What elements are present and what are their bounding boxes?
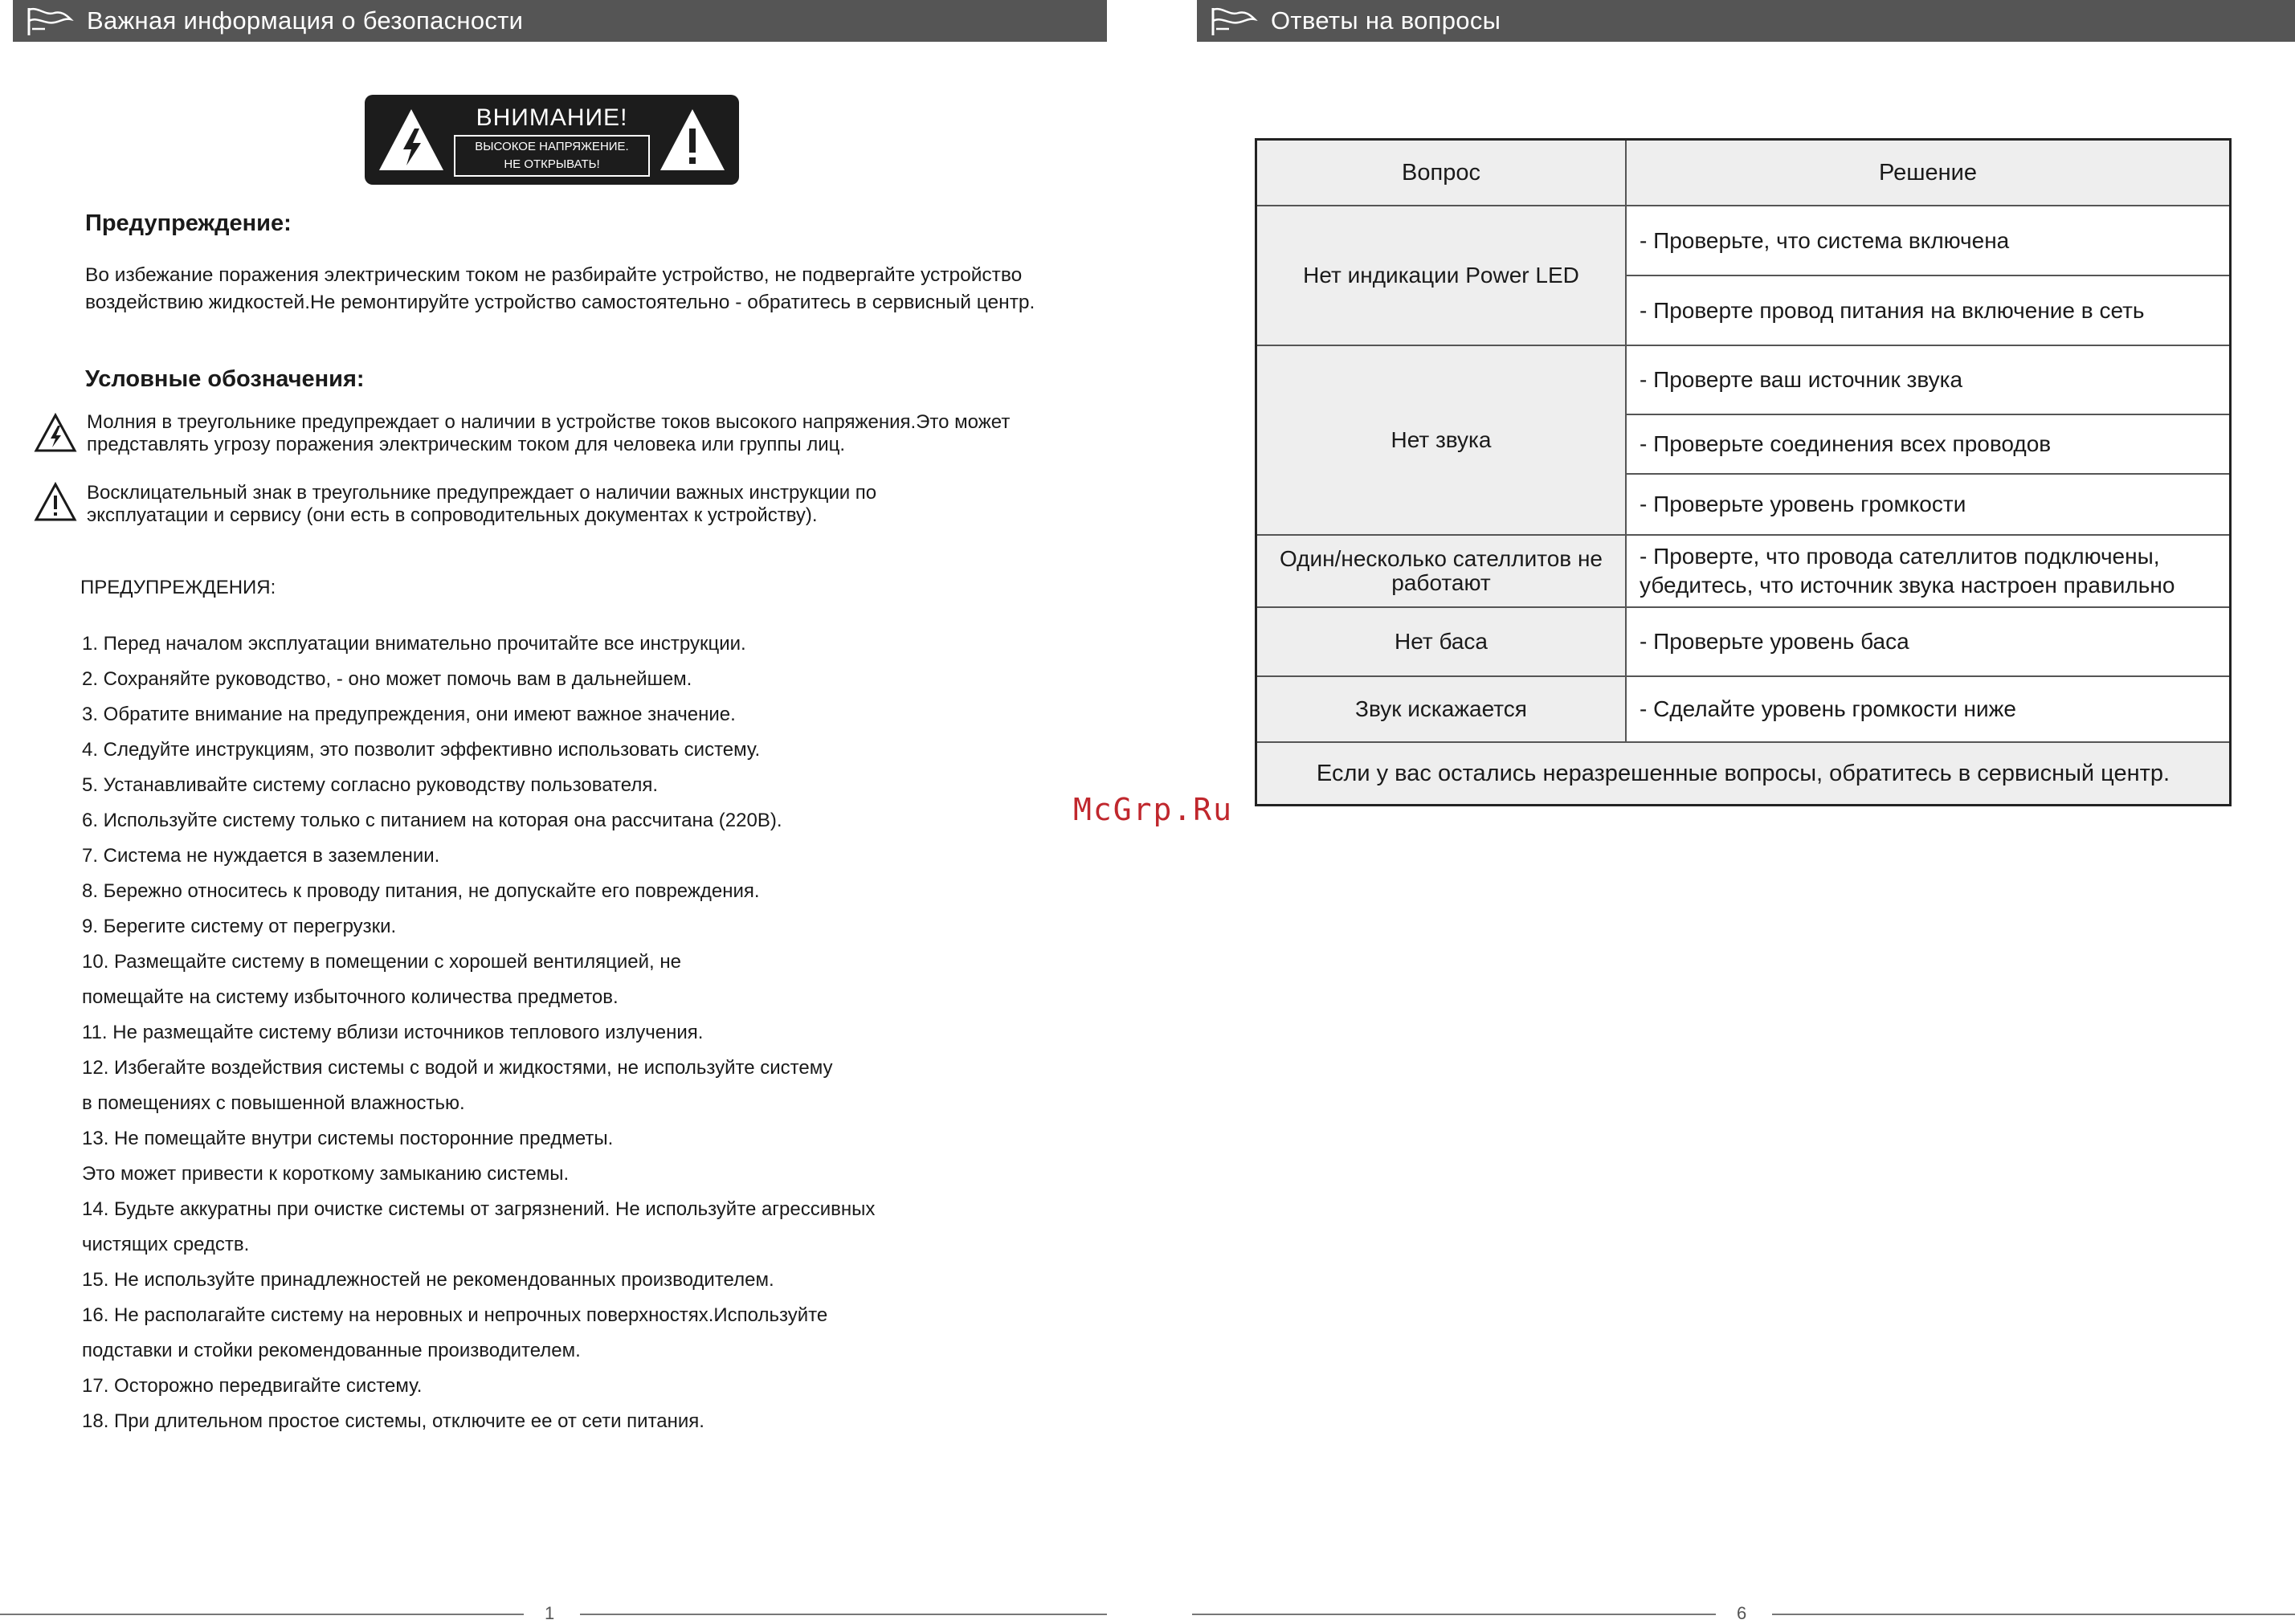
faq-table bbox=[1255, 138, 2232, 806]
list-item: 18. При длительном простое системы, отключите ее от сети питания. bbox=[82, 1410, 704, 1432]
list-item: 3. Обратите внимание на предупреждения, они имеют важное значение. bbox=[82, 704, 736, 725]
list-item: помещайте на систему избыточного количества предметов. bbox=[82, 986, 619, 1008]
table-row bbox=[1257, 346, 2229, 536]
solution-cell: - Проверте ваш источник звука bbox=[1627, 346, 2229, 415]
question-cell: Один/несколько сателлитов не работают bbox=[1257, 536, 1627, 606]
caution-label-text bbox=[445, 101, 659, 178]
caution-text: Во избежание поражения электрическим током не разбирайте устройство, не подвергайте устройство воздействию жидкостей.Не ремонтируйте устройство самостоятельно - обратитесь в сервисный центр. bbox=[85, 264, 1035, 313]
list-item: 5. Устанавливайте систему согласно руководству пользователя. bbox=[82, 774, 658, 796]
list-item: 14. Будьте аккуратны при очистке системы от загрязнений. Не используйте агрессивных bbox=[82, 1198, 876, 1220]
symbol-lightning-text: Молния в треугольнике предупреждает о наличии в устройстве токов высокого напряжения.Это может представлять угрозу поражения электрическим током для человека или группы лиц. bbox=[87, 411, 1011, 455]
exclamation-triangle-icon bbox=[34, 482, 77, 522]
page-number: 1 bbox=[545, 1603, 555, 1623]
table-row bbox=[1257, 677, 2229, 743]
list-item: 7. Система не нуждается в заземлении. bbox=[82, 845, 440, 867]
list-item: 13. Не помещайте внутри системы посторонние предметы. bbox=[82, 1128, 614, 1149]
solution-cell: - Проверьте уровень баса bbox=[1627, 608, 2229, 675]
left-header-title: Важная информация о безопасности bbox=[87, 6, 524, 35]
caution-label-title: ВНИМАНИЕ! bbox=[476, 104, 628, 131]
flag-icon bbox=[1208, 5, 1260, 37]
question-cell: Нет звука bbox=[1257, 346, 1627, 534]
warnings-heading: ПРЕДУПРЕЖДЕНИЯ: bbox=[80, 577, 276, 598]
caution-label bbox=[365, 95, 739, 185]
list-item: подставки и стойки рекомендованные производителем. bbox=[82, 1340, 581, 1361]
list-item: 15. Не используйте принадлежностей не рекомендованных производителем. bbox=[82, 1269, 774, 1291]
symbols-heading: Условные обозначения: bbox=[85, 366, 365, 392]
list-item: 12. Избегайте воздействия системы с водой и жидкостями, не используйте систему bbox=[82, 1057, 833, 1079]
question-cell: Нет баса bbox=[1257, 608, 1627, 675]
list-item: Это может привести к короткому замыканию системы. bbox=[82, 1163, 570, 1185]
solution-cell: - Проверте, что провода сателлитов подключены, убедитесь, что источник звука настроен правильно bbox=[1627, 536, 2229, 606]
warnings-list bbox=[82, 626, 875, 1439]
left-page bbox=[0, 0, 1141, 1622]
right-header-title: Ответы на вопросы bbox=[1271, 6, 1501, 35]
solution-cell: - Проверьте уровень громкости bbox=[1627, 475, 2229, 534]
solution-cell: - Проверте провод питания на включение в сеть bbox=[1627, 276, 2229, 345]
solution-cell: - Проверьте, что система включена bbox=[1627, 206, 2229, 276]
footer-divider bbox=[1192, 1614, 1716, 1615]
question-cell: Звук искажается bbox=[1257, 677, 1627, 741]
lightning-triangle-icon bbox=[376, 104, 447, 175]
solution-cell: - Сделайте уровень громкости ниже bbox=[1627, 677, 2229, 741]
footer-divider bbox=[1772, 1614, 2295, 1615]
list-item: 6. Используйте систему только с питанием на которая она рассчитана (220В). bbox=[82, 810, 782, 831]
footer-divider bbox=[580, 1614, 1107, 1615]
exclamation-triangle-icon bbox=[657, 104, 728, 175]
footer-divider bbox=[0, 1614, 524, 1615]
caution-label-subtitle bbox=[454, 135, 650, 177]
left-header-bar bbox=[13, 0, 1107, 42]
table-footer: Если у вас остались неразрешенные вопросы, обратитесь в сервисный центр. bbox=[1257, 743, 2229, 804]
flag-icon bbox=[24, 5, 76, 37]
column-header-question: Вопрос bbox=[1257, 141, 1627, 205]
list-item: 8. Бережно относитесь к проводу питания, не допускайте его повреждения. bbox=[82, 880, 760, 902]
list-item: 17. Осторожно передвигайте систему. bbox=[82, 1375, 423, 1397]
page-number: 6 bbox=[1737, 1603, 1747, 1623]
watermark: McGrp.Ru bbox=[1073, 792, 1234, 827]
question-cell: Нет индикации Power LED bbox=[1257, 206, 1627, 345]
table-header-row bbox=[1257, 141, 2229, 206]
list-item: в помещениях с повышенной влажностью. bbox=[82, 1092, 465, 1114]
list-item: 10. Размещайте систему в помещении с хорошей вентиляцией, не bbox=[82, 951, 681, 973]
list-item: 11. Не размещайте систему вблизи источников теплового излучения. bbox=[82, 1022, 704, 1043]
table-row bbox=[1257, 608, 2229, 677]
caution-label-line1: ВЫСОКОЕ НАПРЯЖЕНИЕ. bbox=[475, 140, 629, 153]
table-row bbox=[1257, 206, 2229, 346]
list-item: 2. Сохраняйте руководство, - оно может помочь вам в дальнейшем. bbox=[82, 668, 692, 690]
lightning-triangle-icon bbox=[34, 413, 77, 453]
list-item: 16. Не располагайте систему на неровных и непрочных поверхностях.Используйте bbox=[82, 1304, 828, 1326]
symbol-exclamation-text: Восклицательный знак в треугольнике предупреждает о наличии важных инструкции по эксплуатации и сервису (они есть в сопроводительных документах к устройству). bbox=[87, 482, 877, 526]
list-item: 1. Перед началом эксплуатации внимательно прочитайте все инструкции. bbox=[82, 633, 746, 655]
column-header-solution: Решение bbox=[1627, 141, 2229, 205]
solution-cell: - Проверьте соединения всех проводов bbox=[1627, 415, 2229, 475]
list-item: 9. Берегите систему от перегрузки. bbox=[82, 916, 397, 937]
list-item: чистящих средств. bbox=[82, 1234, 250, 1255]
caution-heading: Предупреждение: bbox=[85, 210, 292, 236]
table-row bbox=[1257, 536, 2229, 608]
list-item: 4. Следуйте инструкциям, это позволит эффективно использовать систему. bbox=[82, 739, 761, 761]
caution-label-line2: НЕ ОТКРЫВАТЬ! bbox=[504, 157, 600, 171]
right-header-bar bbox=[1197, 0, 2295, 42]
